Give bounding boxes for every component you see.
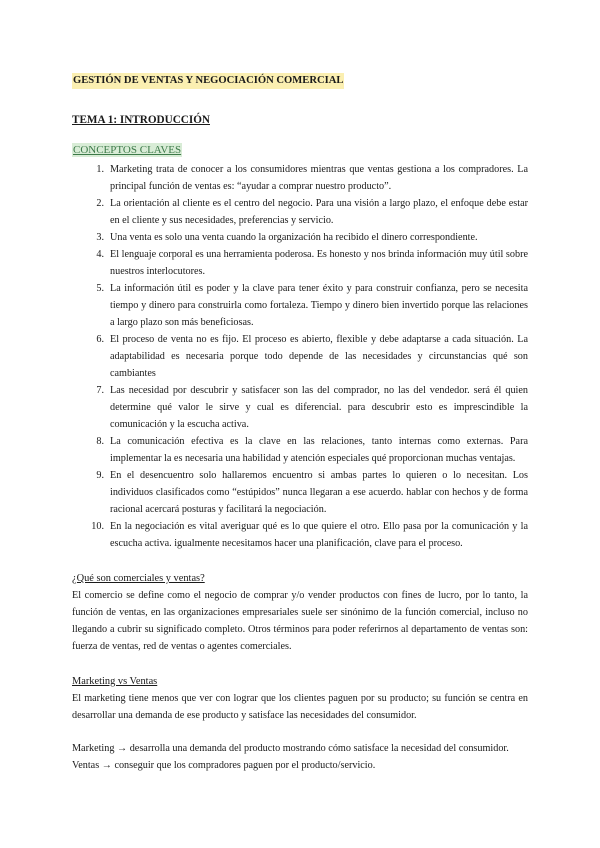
section-body: El comercio se define como el negocio de comprar y/o vender productos con fines de lucro, por lo tanto, la función de ventas, en las organizaciones empresariales suele ser sinónimo de la función comercial, incluso no llegando a cubrir su significado completo. Otros términos para poder referirnos al departamento de ventas son: fuerza de ventas, red de ventas o agentes comerciales. bbox=[72, 590, 528, 652]
definition-sales: Ventas → conseguir que los compradores paguen por el producto/servicio. bbox=[72, 760, 376, 771]
list-number: 9. bbox=[96, 470, 104, 481]
list-number: 3. bbox=[96, 232, 104, 243]
list-item-text: El proceso de venta no es fijo. El proceso es abierto, flexible y debe adaptarse a cada situación. La adaptabilidad es necesaria porque todo depende de las necesidades y circunstancias qué son cambiantes bbox=[110, 334, 528, 379]
list-item-text: La información útil es poder y la clave para tener éxito y para construir confianza, pero se necesita tiempo y dinero para construirla como fortaleza. Tiempo y dinero bien invertido porque las relaciones a largo plazo son más beneficiosas. bbox=[110, 283, 528, 328]
list-number: 1. bbox=[96, 164, 104, 175]
list-item bbox=[72, 331, 528, 382]
concepts-heading: CONCEPTOS CLAVES bbox=[73, 144, 182, 156]
section-what-are-sales bbox=[72, 568, 528, 655]
list-item bbox=[72, 280, 528, 331]
list-number: 8. bbox=[96, 436, 104, 447]
list-item-text: La comunicación efectiva es la clave en las relaciones, tanto internas como externas. Para implementar la es necesaria una habilidad y atención especiales qué proporcionan muchas ventajas. bbox=[110, 436, 528, 464]
list-item-text: En la negociación es vital averiguar qué es lo que quiere el otro. Ello pasa por la comunicación y la escucha activa. igualmente necesitamos hacer una planificación, clave para el proceso. bbox=[110, 521, 528, 549]
section-heading: Marketing vs Ventas bbox=[72, 676, 158, 687]
list-item bbox=[72, 518, 528, 552]
list-number: 5. bbox=[96, 283, 104, 294]
section-heading: ¿Qué son comerciales y ventas? bbox=[72, 573, 205, 584]
list-number: 10. bbox=[91, 521, 104, 532]
list-item-text: Las necesidad por descubrir y satisfacer son las del comprador, no las del vendedor. será él quien determine qué valor le sirve y cual es diferencial. para descubrir esto es imprescindible la comunicación y la escucha activa. bbox=[110, 385, 528, 430]
section-body: El marketing tiene menos que ver con lograr que los clientes paguen por su producto; su función se centra en desarrollar una demanda de ese producto y satisface las necesidades del consumidor. bbox=[72, 693, 528, 721]
list-number: 7. bbox=[96, 385, 104, 396]
section-marketing-vs-sales bbox=[72, 671, 528, 724]
list-item-text: La orientación al cliente es el centro del negocio. Para una visión a largo plazo, el enfoque debe estar en el cliente y sus necesidades, preferencias y servicio. bbox=[110, 198, 528, 226]
list-item-text: En el desencuentro solo hallaremos encuentro si ambas partes lo quieren o lo necesitan. Los individuos clasificados como “estúpidos” nunca llegaran a ese acuerdo. hablar con hechos y de forma racional acercará posturas y facilitará la negociación. bbox=[110, 470, 528, 515]
list-item bbox=[72, 382, 528, 433]
list-item bbox=[72, 161, 528, 195]
list-item bbox=[72, 195, 528, 229]
list-item bbox=[72, 246, 528, 280]
list-item-text: El lenguaje corporal es una herramienta poderosa. Es honesto y nos brinda información muy útil sobre nuestros interlocutores. bbox=[110, 249, 528, 277]
list-number: 2. bbox=[96, 198, 104, 209]
section-definitions bbox=[72, 740, 528, 774]
list-item bbox=[72, 229, 528, 246]
list-item-text: Una venta es solo una venta cuando la organización ha recibido el dinero correspondiente. bbox=[110, 232, 478, 243]
list-number: 6. bbox=[96, 334, 104, 345]
definition-marketing: Marketing → desarrolla una demanda del producto mostrando cómo satisface la necesidad del consumidor. bbox=[72, 743, 509, 754]
document-title: GESTIÓN DE VENTAS Y NEGOCIACIÓN COMERCIAL bbox=[72, 73, 344, 89]
topic-title: TEMA 1: INTRODUCCIÓN bbox=[72, 114, 210, 126]
list-item bbox=[72, 467, 528, 518]
list-item bbox=[72, 433, 528, 467]
concepts-list bbox=[72, 161, 528, 552]
list-item-text: Marketing trata de conocer a los consumidores mientras que ventas gestiona a los compradores. La principal función de ventas es: “ayudar a comprar nuestro producto”. bbox=[110, 164, 528, 192]
document-page bbox=[72, 70, 528, 774]
list-number: 4. bbox=[96, 249, 104, 260]
